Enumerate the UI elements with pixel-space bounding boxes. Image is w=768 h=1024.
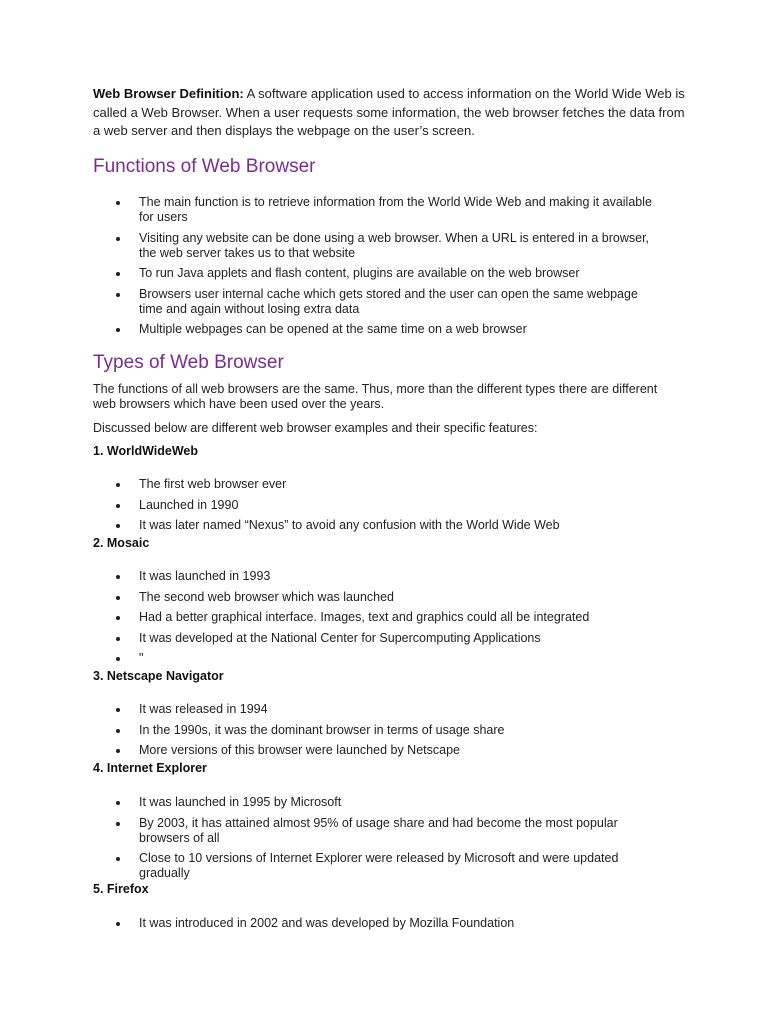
list-item: " <box>93 651 653 666</box>
bullet-icon <box>116 328 120 332</box>
bullet-icon <box>116 504 120 508</box>
list-item: It was introduced in 2002 and was developed by Mozilla Foundation <box>93 916 653 931</box>
bullet-icon <box>116 922 120 926</box>
list-item: In the 1990s, it was the dominant browser in terms of usage share <box>93 723 653 738</box>
list-item: The main function is to retrieve information from the World Wide Web and making it available for users <box>93 195 653 225</box>
bullet-icon <box>116 237 120 241</box>
bullet-icon <box>116 708 120 712</box>
list-item: Browsers user internal cache which gets stored and the user can open the same webpage time and again without losing extra data <box>93 287 653 317</box>
bullet-icon <box>116 293 120 297</box>
list-item: By 2003, it has attained almost 95% of usage share and had become the most popular browsers of all <box>93 816 653 846</box>
browser-title-internet-explorer: 4. Internet Explorer <box>93 761 207 775</box>
mosaic-list <box>93 569 653 672</box>
firefox-list <box>93 916 653 937</box>
bullet-icon <box>116 201 120 205</box>
bullet-icon <box>116 729 120 733</box>
bullet-icon <box>116 575 120 579</box>
worldwideweb-list <box>93 477 653 539</box>
bullet-icon <box>116 616 120 620</box>
list-item: It was developed at the National Center for Supercomputing Applications <box>93 631 653 646</box>
list-item: More versions of this browser were launched by Netscape <box>93 743 653 758</box>
browser-title-firefox: 5. Firefox <box>93 882 149 896</box>
intro-paragraph <box>93 85 693 141</box>
intro-text: A software application used to access information on the World Wide Web is called a Web Browser. When a user requests some information, the web browser fetches the data from a web server and then displays the webpage on the user’s screen. <box>93 86 685 138</box>
netscape-list <box>93 702 653 764</box>
list-item: To run Java applets and flash content, plugins are available on the web browser <box>93 266 653 281</box>
browser-title-worldwideweb: 1. WorldWideWeb <box>93 444 198 458</box>
browser-title-mosaic: 2. Mosaic <box>93 536 150 550</box>
list-item: Launched in 1990 <box>93 498 653 513</box>
types-intro-paragraph: Discussed below are different web browser examples and their specific features: <box>93 421 538 435</box>
intro-term: Web Browser Definition: <box>93 86 244 101</box>
list-item: The first web browser ever <box>93 477 653 492</box>
list-item: It was launched in 1995 by Microsoft <box>93 795 653 810</box>
bullet-icon <box>116 596 120 600</box>
types-paragraph: The functions of all web browsers are the same. Thus, more than the different types there are different web browsers which have been used over the years. <box>93 382 658 411</box>
list-item: Close to 10 versions of Internet Explorer were released by Microsoft and were updated gradually <box>93 851 653 881</box>
functions-list <box>93 195 653 343</box>
browser-title-netscape-navigator: 3. Netscape Navigator <box>93 669 224 683</box>
bullet-icon <box>116 272 120 276</box>
bullet-icon <box>116 822 120 826</box>
list-item: Multiple webpages can be opened at the same time on a web browser <box>93 322 653 337</box>
list-item: Had a better graphical interface. Images, text and graphics could all be integrated <box>93 610 653 625</box>
list-item: It was later named “Nexus” to avoid any confusion with the World Wide Web <box>93 518 653 533</box>
bullet-icon <box>116 483 120 487</box>
list-item: The second web browser which was launched <box>93 590 653 605</box>
bullet-icon <box>116 637 120 641</box>
functions-heading: Functions of Web Browser <box>93 156 316 177</box>
list-item: Visiting any website can be done using a web browser. When a URL is entered in a browser, the web server takes us to that website <box>93 231 653 261</box>
internet-explorer-list <box>93 795 653 887</box>
bullet-icon <box>116 857 120 861</box>
bullet-icon <box>116 524 120 528</box>
types-heading: Types of Web Browser <box>93 352 284 373</box>
list-item: It was released in 1994 <box>93 702 653 717</box>
bullet-icon <box>116 657 120 661</box>
bullet-icon <box>116 801 120 805</box>
list-item: It was launched in 1993 <box>93 569 653 584</box>
bullet-icon <box>116 749 120 753</box>
